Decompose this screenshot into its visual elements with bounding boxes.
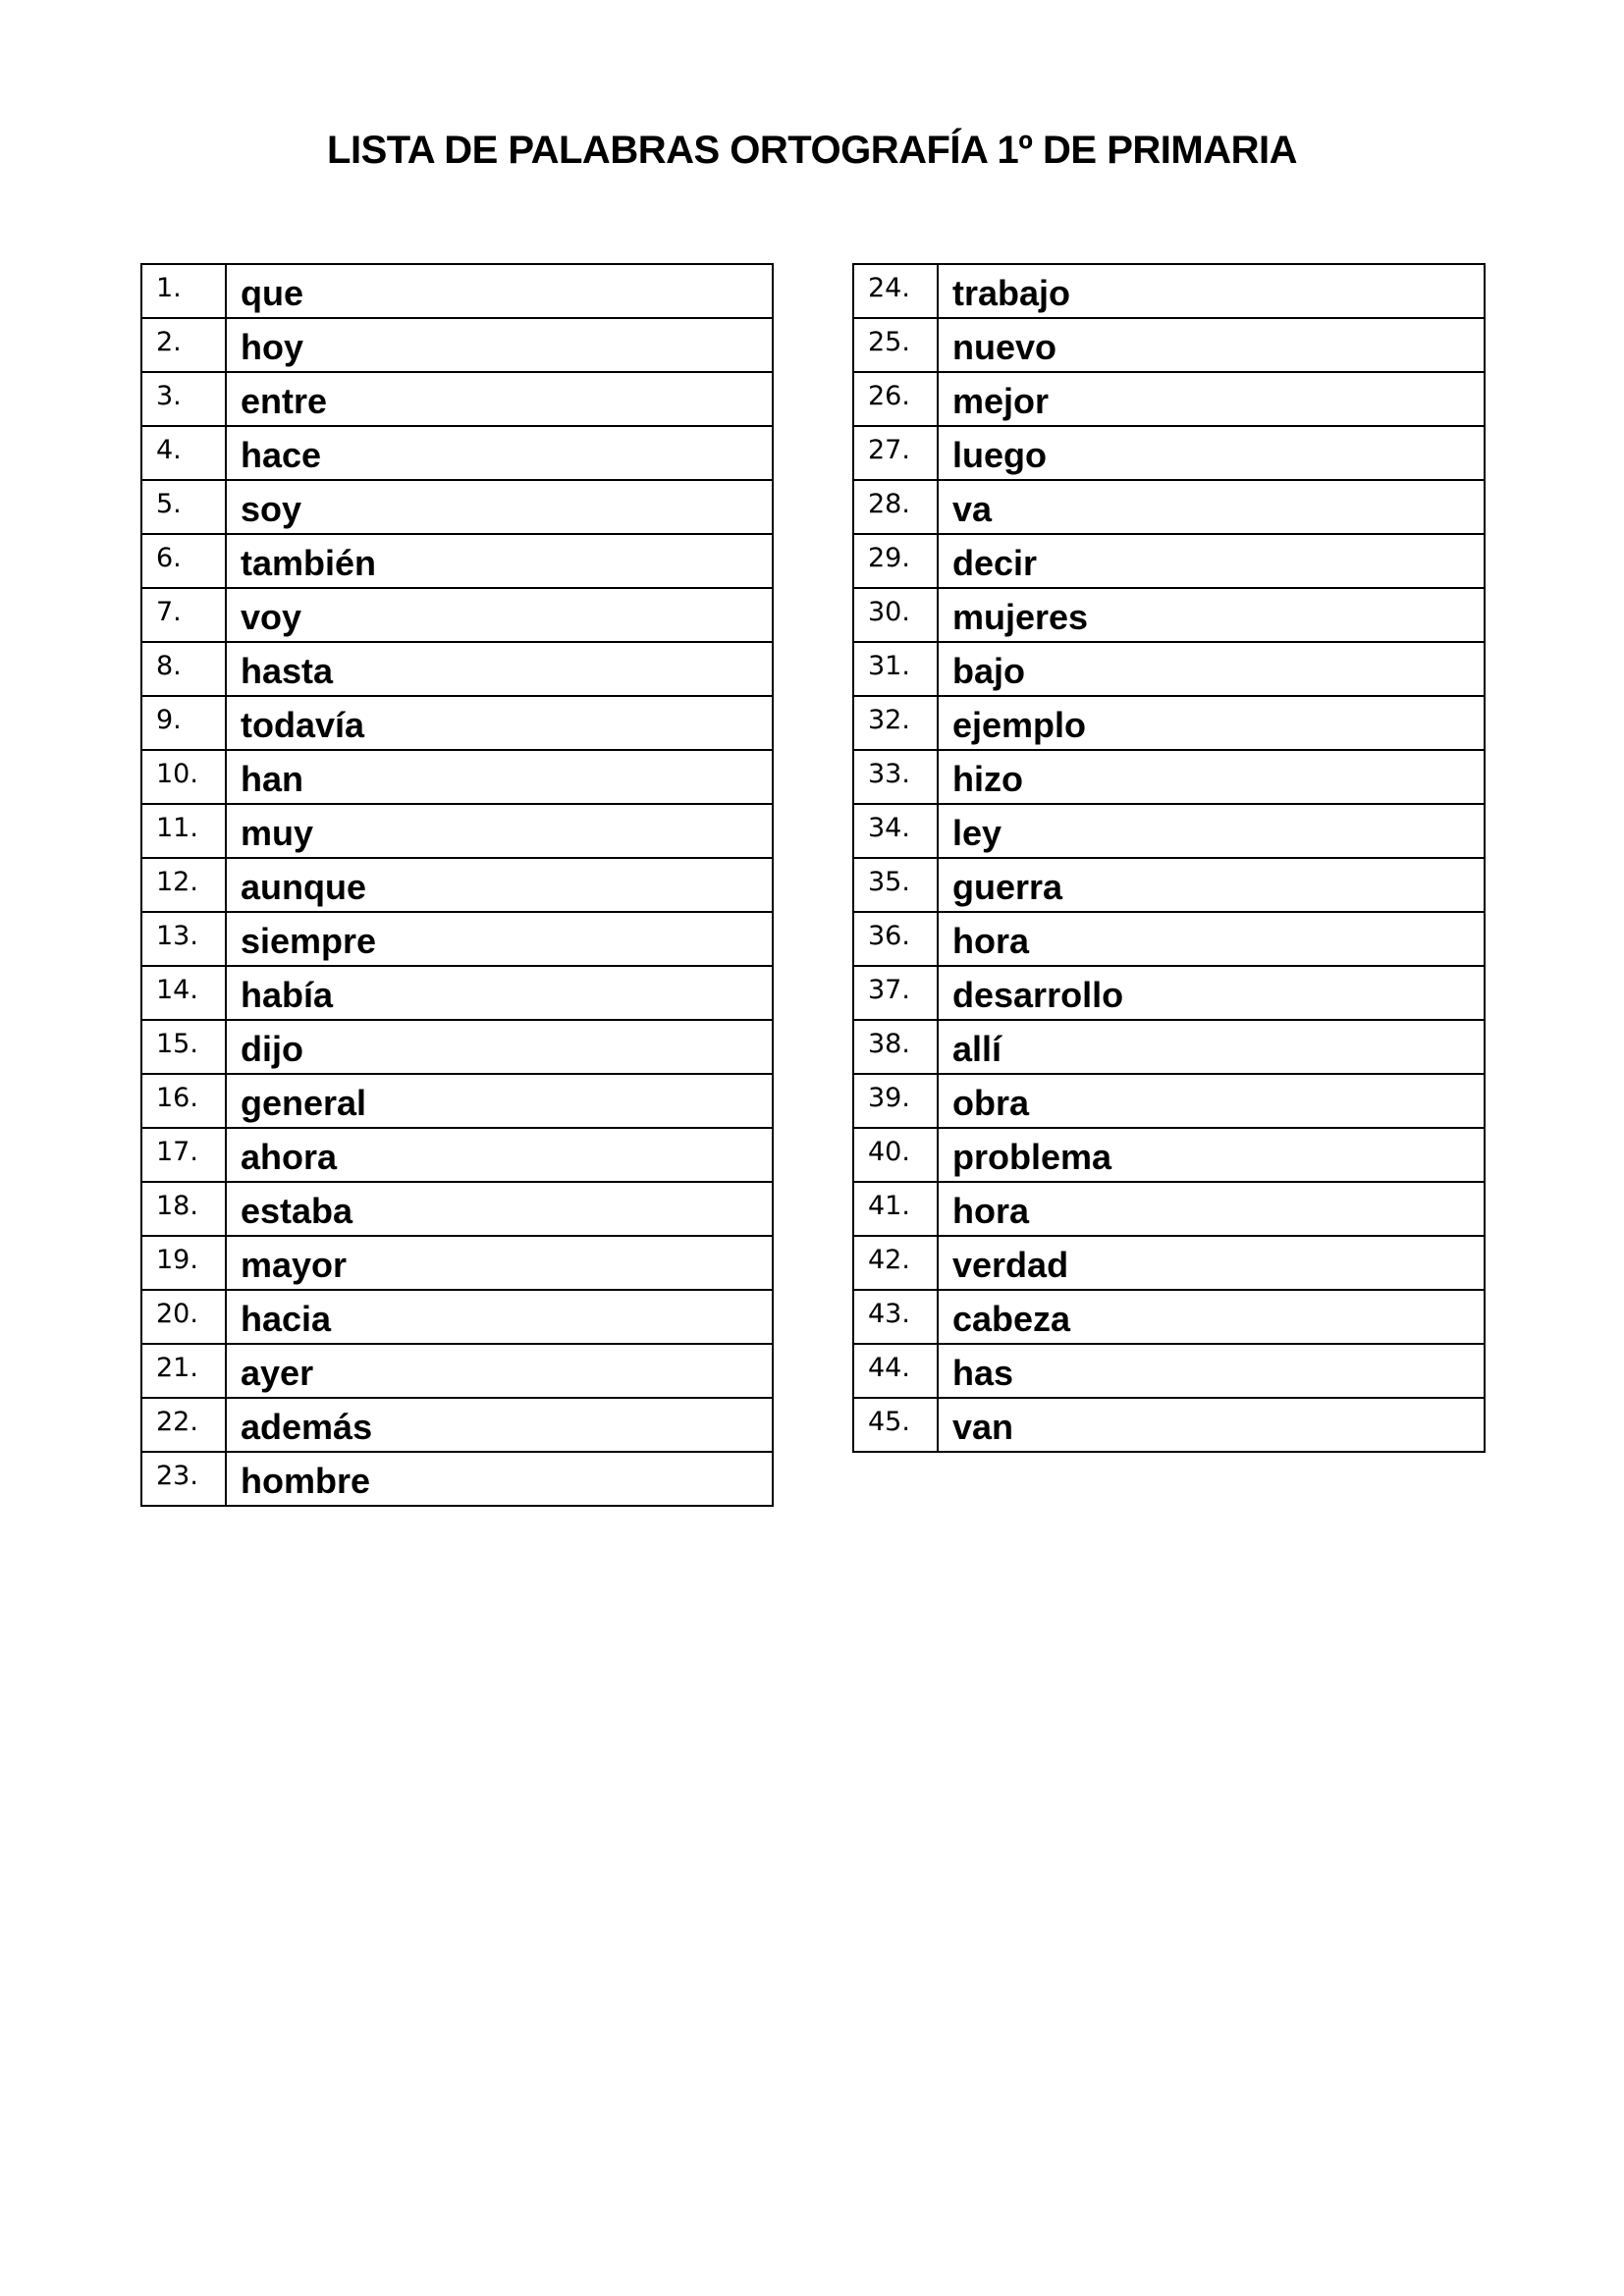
word-number: 20. bbox=[141, 1290, 226, 1344]
word-cell: bajo bbox=[938, 642, 1485, 696]
table-row bbox=[853, 264, 1485, 318]
word-cell: mejor bbox=[938, 372, 1485, 426]
table-row bbox=[853, 1128, 1485, 1182]
table-row bbox=[141, 858, 773, 912]
word-cell: mujeres bbox=[938, 588, 1485, 642]
word-cell: cabeza bbox=[938, 1290, 1485, 1344]
word-number: 32. bbox=[853, 696, 938, 750]
word-cell: va bbox=[938, 480, 1485, 534]
word-cell: hacia bbox=[226, 1290, 773, 1344]
word-cell: hizo bbox=[938, 750, 1485, 804]
word-cell: mayor bbox=[226, 1236, 773, 1290]
word-cell: hombre bbox=[226, 1452, 773, 1506]
word-number: 30. bbox=[853, 588, 938, 642]
table-row bbox=[853, 1398, 1485, 1452]
table-row bbox=[141, 966, 773, 1020]
word-number: 5. bbox=[141, 480, 226, 534]
table-row bbox=[853, 804, 1485, 858]
word-cell: soy bbox=[226, 480, 773, 534]
word-cell: ejemplo bbox=[938, 696, 1485, 750]
table-row bbox=[141, 1074, 773, 1128]
word-cell: ahora bbox=[226, 1128, 773, 1182]
word-number: 37. bbox=[853, 966, 938, 1020]
word-list-right bbox=[852, 263, 1486, 1453]
word-number: 14. bbox=[141, 966, 226, 1020]
table-row bbox=[141, 480, 773, 534]
table-row bbox=[141, 1020, 773, 1074]
table-row bbox=[141, 642, 773, 696]
word-number: 15. bbox=[141, 1020, 226, 1074]
word-cell: nuevo bbox=[938, 318, 1485, 372]
word-number: 27. bbox=[853, 426, 938, 480]
word-number: 24. bbox=[853, 264, 938, 318]
word-cell: que bbox=[226, 264, 773, 318]
word-number: 42. bbox=[853, 1236, 938, 1290]
word-list-left bbox=[140, 263, 774, 1507]
word-cell: además bbox=[226, 1398, 773, 1452]
table-row bbox=[141, 426, 773, 480]
table-row bbox=[853, 318, 1485, 372]
word-number: 21. bbox=[141, 1344, 226, 1398]
word-cell: estaba bbox=[226, 1182, 773, 1236]
page-title: LISTA DE PALABRAS ORTOGRAFÍA 1º DE PRIMARIA bbox=[327, 129, 1297, 172]
word-cell: hora bbox=[938, 912, 1485, 966]
table-row bbox=[853, 858, 1485, 912]
word-number: 45. bbox=[853, 1398, 938, 1452]
table-row bbox=[141, 372, 773, 426]
word-cell: hace bbox=[226, 426, 773, 480]
word-number: 16. bbox=[141, 1074, 226, 1128]
table-row bbox=[853, 426, 1485, 480]
word-cell: aunque bbox=[226, 858, 773, 912]
word-number: 11. bbox=[141, 804, 226, 858]
table-row bbox=[141, 804, 773, 858]
word-number: 4. bbox=[141, 426, 226, 480]
word-cell: han bbox=[226, 750, 773, 804]
word-number: 9. bbox=[141, 696, 226, 750]
table-row bbox=[141, 1128, 773, 1182]
word-cell: trabajo bbox=[938, 264, 1485, 318]
word-number: 31. bbox=[853, 642, 938, 696]
table-row bbox=[853, 696, 1485, 750]
word-number: 10. bbox=[141, 750, 226, 804]
word-cell: desarrollo bbox=[938, 966, 1485, 1020]
word-cell: voy bbox=[226, 588, 773, 642]
word-number: 7. bbox=[141, 588, 226, 642]
table-row bbox=[853, 372, 1485, 426]
word-cell: decir bbox=[938, 534, 1485, 588]
word-number: 17. bbox=[141, 1128, 226, 1182]
word-number: 29. bbox=[853, 534, 938, 588]
table-row bbox=[141, 1236, 773, 1290]
table-row bbox=[141, 1290, 773, 1344]
word-cell: obra bbox=[938, 1074, 1485, 1128]
word-number: 8. bbox=[141, 642, 226, 696]
word-cell: también bbox=[226, 534, 773, 588]
word-number: 12. bbox=[141, 858, 226, 912]
word-number: 1. bbox=[141, 264, 226, 318]
word-cell: dijo bbox=[226, 1020, 773, 1074]
table-row bbox=[141, 696, 773, 750]
table-row bbox=[141, 264, 773, 318]
table-row bbox=[853, 534, 1485, 588]
word-cell: muy bbox=[226, 804, 773, 858]
table-row bbox=[141, 1398, 773, 1452]
table-row bbox=[853, 1290, 1485, 1344]
word-cell: había bbox=[226, 966, 773, 1020]
word-number: 36. bbox=[853, 912, 938, 966]
word-number: 43. bbox=[853, 1290, 938, 1344]
table-row bbox=[853, 1236, 1485, 1290]
word-cell: van bbox=[938, 1398, 1485, 1452]
word-list-left-body bbox=[141, 264, 773, 1506]
table-row bbox=[853, 588, 1485, 642]
word-number: 41. bbox=[853, 1182, 938, 1236]
table-row bbox=[141, 912, 773, 966]
word-cell: verdad bbox=[938, 1236, 1485, 1290]
table-row bbox=[853, 642, 1485, 696]
word-cell: hoy bbox=[226, 318, 773, 372]
word-number: 19. bbox=[141, 1236, 226, 1290]
word-cell: ley bbox=[938, 804, 1485, 858]
word-number: 34. bbox=[853, 804, 938, 858]
word-cell: luego bbox=[938, 426, 1485, 480]
word-number: 28. bbox=[853, 480, 938, 534]
word-cell: ayer bbox=[226, 1344, 773, 1398]
word-number: 38. bbox=[853, 1020, 938, 1074]
table-row bbox=[853, 1344, 1485, 1398]
table-row bbox=[853, 966, 1485, 1020]
word-number: 40. bbox=[853, 1128, 938, 1182]
table-row bbox=[141, 588, 773, 642]
word-number: 39. bbox=[853, 1074, 938, 1128]
word-number: 2. bbox=[141, 318, 226, 372]
word-number: 13. bbox=[141, 912, 226, 966]
word-number: 26. bbox=[853, 372, 938, 426]
table-row bbox=[141, 1452, 773, 1506]
table-row bbox=[141, 534, 773, 588]
table-row bbox=[141, 318, 773, 372]
word-number: 33. bbox=[853, 750, 938, 804]
word-number: 3. bbox=[141, 372, 226, 426]
word-cell: hora bbox=[938, 1182, 1485, 1236]
word-cell: has bbox=[938, 1344, 1485, 1398]
word-cell: siempre bbox=[226, 912, 773, 966]
word-cell: entre bbox=[226, 372, 773, 426]
word-number: 23. bbox=[141, 1452, 226, 1506]
table-row bbox=[853, 750, 1485, 804]
word-cell: problema bbox=[938, 1128, 1485, 1182]
table-row bbox=[141, 1182, 773, 1236]
word-cell: hasta bbox=[226, 642, 773, 696]
table-row bbox=[853, 1074, 1485, 1128]
table-row bbox=[853, 1182, 1485, 1236]
word-list-right-body bbox=[853, 264, 1485, 1452]
word-number: 44. bbox=[853, 1344, 938, 1398]
word-number: 18. bbox=[141, 1182, 226, 1236]
table-row bbox=[853, 1020, 1485, 1074]
word-cell: todavía bbox=[226, 696, 773, 750]
table-row bbox=[141, 750, 773, 804]
word-cell: allí bbox=[938, 1020, 1485, 1074]
table-row bbox=[853, 480, 1485, 534]
word-number: 35. bbox=[853, 858, 938, 912]
word-cell: guerra bbox=[938, 858, 1485, 912]
word-number: 6. bbox=[141, 534, 226, 588]
table-row bbox=[853, 912, 1485, 966]
table-row bbox=[141, 1344, 773, 1398]
word-number: 25. bbox=[853, 318, 938, 372]
word-cell: general bbox=[226, 1074, 773, 1128]
word-number: 22. bbox=[141, 1398, 226, 1452]
